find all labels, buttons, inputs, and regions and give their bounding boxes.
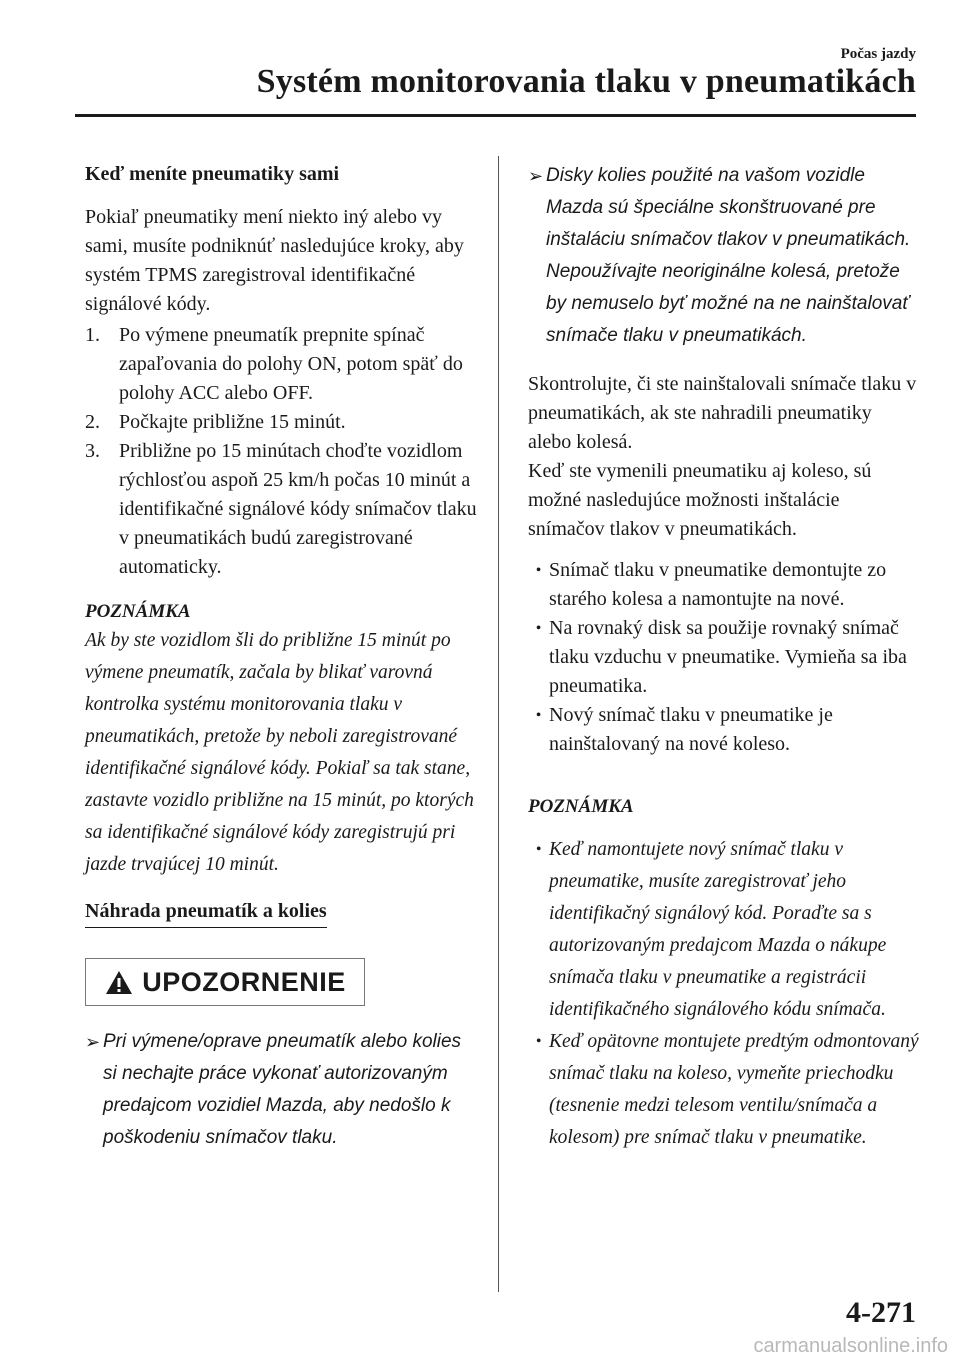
right-column [528, 160, 920, 1154]
step-number: 1. [85, 324, 100, 346]
intro-paragraph: Pokiaľ pneumatiky mení niekto iný alebo vy sami, musíte podniknúť nasledujúce kroky, aby systém TPMS zaregistroval identifikačné signálové kódy. [85, 206, 464, 315]
step-text: Počkajte približne 15 minút. [119, 411, 346, 433]
note-list [528, 834, 920, 1154]
step-item [85, 408, 477, 437]
left-column [85, 160, 477, 1154]
list-item-text: Keď opätovne montujete predtým odmontovaný snímač tlaku na koleso, vymeňte priechodku (tesnenie medzi telesom ventilu/snímača a kolesom) pre snímač tlaku v pneumatike. [549, 1031, 919, 1148]
list-item [528, 556, 920, 614]
page-number: 4-271 [846, 1296, 916, 1329]
list-item-text: Keď namontujete nový snímač tlaku v pneumatike, musíte zaregistrovať jeho identifikačný signálový kód. Poraďte sa s autorizovaným predajcom Mazda o nákupe snímača tlaku v pneumatike a registrácii identifikačného signálového kódu snímača. [549, 839, 887, 1020]
list-item-text: Na rovnaký disk sa použije rovnaký snímač tlaku vzduchu v pneumatike. Vymieňa sa iba pneumatika. [549, 617, 907, 697]
list-item [528, 834, 920, 1026]
bullet-icon: • [535, 1033, 542, 1050]
subsection-heading: Keď meníte pneumatiky sami [85, 163, 340, 185]
watermark: carmanualsonline.info [753, 1335, 948, 1357]
list-item [528, 701, 920, 759]
wheel-info-item [528, 160, 920, 352]
note-title: POZNÁMKA [85, 601, 191, 622]
warning-triangle-icon [104, 969, 134, 996]
page-title: Systém monitorovania tlaku v pneumatikách [256, 63, 916, 100]
step-item [85, 437, 477, 582]
step-text: Po výmene pneumatík prepnite spínač zapaľovania do polohy ON, potom späť do polohy ACC alebo OFF. [119, 324, 463, 404]
warning-box [85, 958, 365, 1006]
section-label: Počas jazdy [840, 46, 916, 62]
step-number: 2. [85, 411, 100, 433]
step-text: Približne po 15 minútach choďte vozidlom rýchlosťou aspoň 25 km/h počas 10 minút a identifikačné signálové kódy snímačov tlaku v pneumatikách budú zaregistrované automaticky. [119, 440, 477, 578]
bullet-icon: • [535, 841, 542, 858]
arrow-bullet-icon: ➢ [85, 1032, 101, 1052]
note-text: Ak by ste vozidlom šli do približne 15 minút po výmene pneumatík, začala by blikať varovná kontrolka systému monitorovania tlaku v pneumatikách, pretože by neboli zaregistrované identifikačné signálové kódy. Pokiaľ sa tak stane, zastavte vozidlo približne na 15 minút, po ktorých sa identifikačné signálové kódy zaregistrujú pri jazde trvajúcej 10 minút. [85, 630, 474, 875]
wheel-info-text: Disky kolies použité na vašom vozidle Mazda sú špeciálne skonštruované pre inštaláciu snímačov tlakov v pneumatikách. Nepoužívajte neoriginálne kolesá, pretože by nemuselo byť možné na ne nainštalovať snímače tlaku v pneumatikách. [546, 165, 911, 346]
list-item-text: Snímač tlaku v pneumatike demontujte zo starého kolesa a namontujte na nové. [549, 559, 887, 610]
options-list [528, 556, 920, 759]
bullet-icon: • [535, 620, 542, 637]
warning-item [85, 1026, 477, 1154]
check-paragraph: Skontrolujte, či ste nainštalovali snímače tlaku v pneumatikách, ak ste nahradili pneumatiky alebo kolesá. [528, 373, 917, 453]
arrow-bullet-icon: ➢ [528, 166, 544, 186]
bullet-icon: • [535, 707, 542, 724]
list-item-text: Nový snímač tlaku v pneumatike je nainštalovaný na nové koleso. [549, 704, 833, 755]
warning-label: UPOZORNENIE [142, 966, 346, 997]
warning-text: Pri výmene/oprave pneumatík alebo kolies si nechajte práce vykonať autorizovaným predajcom vozidiel Mazda, aby nedošlo k poškodeniu snímačov tlaku. [103, 1031, 462, 1148]
section-heading: Náhrada pneumatík a kolies [85, 897, 327, 928]
bullet-icon: • [535, 562, 542, 579]
steps-list [85, 321, 477, 582]
step-number: 3. [85, 440, 100, 462]
header-rule [75, 114, 916, 117]
note-title: POZNÁMKA [528, 796, 634, 817]
list-item [528, 614, 920, 701]
list-item [528, 1026, 920, 1154]
options-paragraph: Keď ste vymenili pneumatiku aj koleso, sú možné nasledujúce možnosti inštalácie snímačov tlakov v pneumatikách. [528, 460, 872, 540]
column-divider [498, 156, 499, 1292]
step-item [85, 321, 477, 408]
